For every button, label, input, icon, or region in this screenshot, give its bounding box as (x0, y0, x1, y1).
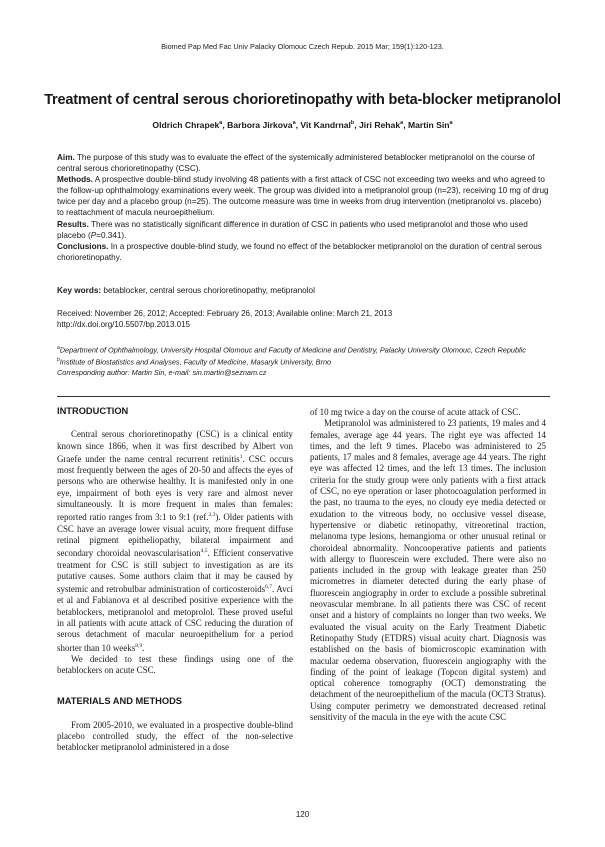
citation: 2,3 (208, 512, 216, 519)
abstract-results (57, 219, 550, 241)
author-affil-mark: a (219, 120, 223, 127)
methods-continuation: of 10 mg twice a day on the course of acute attack of CSC. (310, 407, 521, 417)
affiliation-b (57, 355, 550, 367)
citation: 6,7 (265, 584, 273, 591)
author-affil-mark: a (449, 120, 453, 127)
introduction-paragraph-2: We decided to test these findings using one of the betablockers on acute CSC. (57, 653, 293, 676)
p-value-symbol: P (90, 230, 97, 240)
abstract-methods (57, 174, 550, 218)
author-name: Martin Sin (407, 120, 450, 130)
journal-header: Biomed Pap Med Fac Univ Palacky Olomouc Czech Repub. 2015 Mar; 159(1):120-123. (161, 42, 444, 51)
author-name: Vit Kandrnal (300, 120, 351, 130)
abstract-methods-text: A prospective double-blind study involving 48 patients with a first attack of CSC not exceeding two weeks and who agreed to the follow-up ophthalmology examinations every week. The group was divided into a metipranolol group (n=23), receiving 10 mg of drug twice per day and a placebo group (n=25). The outcome measure was time in weeks from drug intervention (metipranolol vs. placebo) to reattachment of macula neuroepithelium. (57, 175, 549, 218)
author-name: Jiri Rehak (359, 120, 401, 130)
affil-mark: b (57, 357, 60, 364)
citation: 8,9 (135, 642, 143, 649)
abstract-aim-text: The purpose of this study was to evaluate the effect of the systemically administered betablocker metipranolol on the course of central serous chorioretinopathy (CSC). (57, 153, 535, 174)
keywords-text: betablocker, central serous chorioretinopathy, metipranolol (103, 286, 315, 295)
affiliation-text: Institute of Biostatistics and Analyses, Faculty of Medicine, Masaryk University, Brno (59, 357, 332, 367)
affiliation-text: Department of Ophthalmology, University Hospital Olomouc and Faculty of Medicine and Dentistry, Palacky University Olomouc, Czech Republic (59, 345, 526, 355)
page-number: 120 (295, 810, 310, 819)
affiliation-a (57, 343, 550, 355)
abstract-results-text-end: =0.341). (96, 230, 127, 240)
corresponding-author: Corresponding author: Martin Sin, e-mail: sin.martin@seznam.cz (57, 367, 267, 377)
abstract-aim-label: Aim. (57, 153, 75, 162)
abstract-conclusions-label: Conclusions. (57, 241, 109, 251)
author-name: Barbora Jirkova (227, 120, 293, 130)
methods-paragraph: From 2005-2010, we evaluated in a prospective double-blind placebo controlled study, the effect of the non-selective betablocker metipranolol administered in a dose (57, 719, 293, 753)
introduction-paragraph: Central serous chorioretinopathy (CSC) is a clinical entity known since 1866, when it was first described by Albert von Graefe under the name central recurrent retinitis$^1$. CSC occurs most frequently between the ages of 20-50 and affects the eyes of persons who are otherwise healthy. It is manifested only in one eye, impairment of both eyes is very rare and almost never simultaneously. It is more frequent in males than females: reported ratio ranges from 3:1 to 9:1 (ref.$^{2,3}$). Older patients with CSC have an average lower visual acuity, more frequent diffuse retinal pigment epitheliopathy, bilateral impairment and secondary choroidal neovascularisation$^{4,5}$. Efficient conservative treatment for CSC is still subject to investigation as are its putative causes. Some authors claim that it may be caused by systemic and retrobulbar administration of corticosteroids$^{6,7}$. Avci et al and Fabianova et al described positive experience with the betablockers, metipranolol and metoprolol. These proved useful in all patients with acute attack of CSC reducing the duration of serous detachment of macular neuroepithelium for a period shorter than 10 weeks$^{8,9}$. (57, 429, 294, 653)
abstract-conclusions (57, 241, 550, 263)
abstract-results-label: Results. (57, 219, 89, 229)
section-divider (57, 396, 550, 397)
introduction-heading: INTRODUCTION (57, 406, 129, 416)
abstract (57, 152, 550, 263)
abstract-aim (57, 152, 550, 174)
keywords (57, 286, 550, 295)
author-affil-mark: a (400, 120, 404, 127)
article-dates (57, 308, 550, 330)
citation: 1 (239, 453, 243, 460)
keywords-label: Key words: (57, 286, 102, 295)
right-column (310, 407, 546, 723)
doi-link[interactable]: http://dx.doi.org/10.5507/bp.2013.015 (57, 320, 190, 329)
methods-heading: MATERIALS AND METHODS (57, 696, 182, 707)
abstract-results-text: There was no statistically significant difference in duration of CSC in patients who used metipranolol and those who used placebo ( (57, 219, 528, 240)
article-title: Treatment of central serous chorioretinopathy with beta-blocker metipranolol (44, 92, 561, 108)
abstract-methods-label: Methods. (57, 175, 93, 185)
author-affil-mark: a (292, 120, 296, 127)
citation: 4,5 (200, 548, 208, 555)
abstract-conclusions-text: In a prospective double-blind study, we found no effect of the betablocker metipranolol on the duration of central serous chorioretinopathy. (57, 241, 542, 262)
received-accepted-line: Received: November 26, 2012; Accepted: February 26, 2013; Available online: March 21, 2013 (57, 309, 393, 318)
author-name: Oldrich Chrapek (152, 120, 220, 130)
left-column (57, 406, 293, 754)
author-list: Oldrich Chrapek$^a$, Barbora Jirkova$^a$, Vit Kandrnal$^b$, Jiri Rehak$^a$, Martin Sin$^a$ (152, 120, 453, 130)
methods-paragraph-2: Metipranolol was administered to 23 patients, 19 males and 4 females, average age 44 years. The right eye was affected 14 times, and the left 9 times. Placebo was administered to 25 patients, 17 males and 8 females, average age 44 years. The right eye was affected 12 times, and the left 13 times. The inclusion criteria for the study group were only patients with a first attack of CSC, no eye operation or laser photocoagulation performed in the past, no trauma to the eyes, no cloudy eye media detected or exudation to the vitreous body, no occlusive vessel disease, hypertensive or diabetic retinopathy, vitreoretinal traction, melanoma type lesions, hemangioma or other unusual retinal or choroideal abnormality. Noncooperative patients and patients with allergy to fluorescein were excluded. There were also no patients included in the group with leakage greater than 250 micrometres in diameter detected during the early phase of fluorescein angiography in order to exclude a possible subretinal neovascular membrane. In all patients there was CSC of recent onset and a history of complaints no longer than two weeks. We evaluated the visual acuity on the Early Treatment Diabetic Retinopathy Study (ETDRS) visual acuity chart. Diagnosis was established on the basis of biomicroscopic examination with macular oedema observation, fluorescein angiography with the finding of the point of leakage (Topcon digital system) and optical coherence tomography (OCT) demonstrating the detachment of the neuroepithelium of the macula (OCT3 Stratus). Using computer perimetry we demonstrated decreased retinal sensitivity of the macula in the eye with the acute CSC (310, 418, 546, 723)
author-affil-mark: b (350, 120, 355, 127)
affiliations (57, 343, 550, 378)
affil-mark: a (57, 345, 60, 351)
